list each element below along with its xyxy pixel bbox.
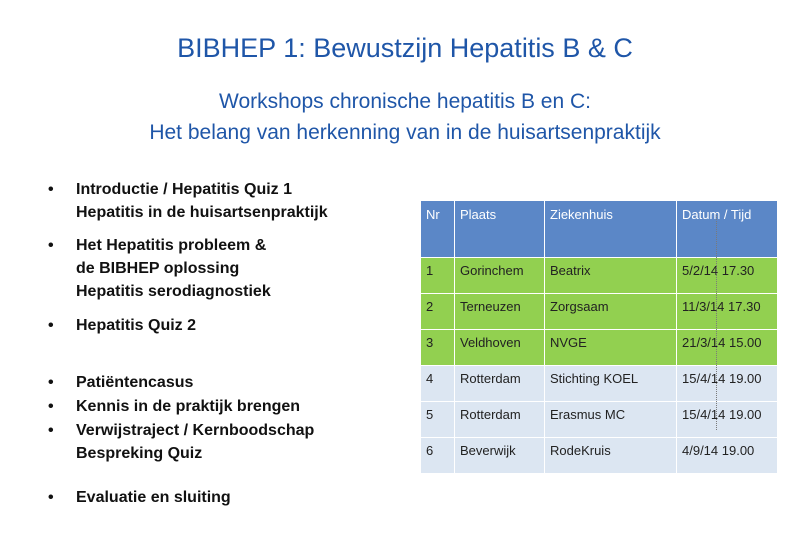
table-cell: Zorgsaam bbox=[545, 294, 677, 330]
column-header-plaats: Plaats bbox=[455, 201, 545, 258]
table-row bbox=[421, 330, 778, 366]
bullet-text: Hepatitis Quiz 2 bbox=[76, 317, 197, 334]
bullet-text: Kennis in de praktijk brengen bbox=[76, 398, 301, 415]
table-cell: Terneuzen bbox=[455, 294, 545, 330]
bullet-dot: • bbox=[48, 317, 54, 334]
table-row bbox=[421, 294, 778, 330]
slide-subtitle bbox=[0, 86, 810, 148]
table-cell: Erasmus MC bbox=[545, 402, 677, 438]
bullet-text: Patiëntencasus bbox=[76, 374, 194, 391]
table-cell: 11/3/14 17.30 bbox=[677, 294, 778, 330]
bullet-text: Evaluatie en sluiting bbox=[76, 489, 231, 506]
table-cell: Rotterdam bbox=[455, 366, 545, 402]
bullet-dot: • bbox=[48, 181, 54, 198]
table-cell: 1 bbox=[421, 258, 455, 294]
table-header-row bbox=[421, 201, 778, 258]
table-cell: 3 bbox=[421, 330, 455, 366]
table-cell: 6 bbox=[421, 438, 455, 474]
bullet-dot: • bbox=[48, 374, 54, 391]
bullet-text: de BIBHEP oplossing bbox=[76, 260, 240, 277]
subtitle-line-1: Workshops chronische hepatitis B en C: bbox=[219, 90, 591, 113]
workshop-schedule-table bbox=[420, 200, 778, 474]
table-cell: 2 bbox=[421, 294, 455, 330]
table-row bbox=[421, 258, 778, 294]
bullet-text: Hepatitis in de huisartsenpraktijk bbox=[76, 204, 328, 221]
bullet-text: Het Hepatitis probleem & bbox=[76, 237, 267, 254]
table-cell: Veldhoven bbox=[455, 330, 545, 366]
dotted-divider-line bbox=[716, 215, 717, 430]
bullet-text: Hepatitis serodiagnostiek bbox=[76, 283, 271, 300]
table-cell: Rotterdam bbox=[455, 402, 545, 438]
table-cell: RodeKruis bbox=[545, 438, 677, 474]
bullet-dot: • bbox=[48, 422, 54, 439]
bullet-text: Verwijstraject / Kernboodschap bbox=[76, 422, 315, 439]
bullet-dot: • bbox=[48, 489, 54, 506]
table-cell: Beverwijk bbox=[455, 438, 545, 474]
table-cell: 21/3/14 15.00 bbox=[677, 330, 778, 366]
column-header-datum-tijd: Datum / Tijd bbox=[677, 201, 778, 258]
bullet-dot: • bbox=[48, 398, 54, 415]
table-cell: 15/4/14 19.00 bbox=[677, 366, 778, 402]
table-cell: Gorinchem bbox=[455, 258, 545, 294]
table-cell: Stichting KOEL bbox=[545, 366, 677, 402]
table-cell: 4 bbox=[421, 366, 455, 402]
slide-title: BIBHEP 1: Bewustzijn Hepatitis B & C bbox=[177, 33, 633, 63]
table-cell: 4/9/14 19.00 bbox=[677, 438, 778, 474]
table-cell: 5 bbox=[421, 402, 455, 438]
table-cell: NVGE bbox=[545, 330, 677, 366]
bullet-text: Introductie / Hepatitis Quiz 1 bbox=[76, 181, 293, 198]
table-cell: 15/4/14 19.00 bbox=[677, 402, 778, 438]
column-header-ziekenhuis: Ziekenhuis bbox=[545, 201, 677, 258]
table-row bbox=[421, 402, 778, 438]
table-row bbox=[421, 438, 778, 474]
subtitle-line-2: Het belang van herkenning van in de huisartsenpraktijk bbox=[149, 121, 661, 144]
table-row bbox=[421, 366, 778, 402]
column-header-nr: Nr bbox=[421, 201, 455, 258]
bullet-dot: • bbox=[48, 237, 54, 254]
table-cell: 5/2/14 17.30 bbox=[677, 258, 778, 294]
bullet-text: Bespreking Quiz bbox=[76, 445, 203, 462]
table-cell: Beatrix bbox=[545, 258, 677, 294]
